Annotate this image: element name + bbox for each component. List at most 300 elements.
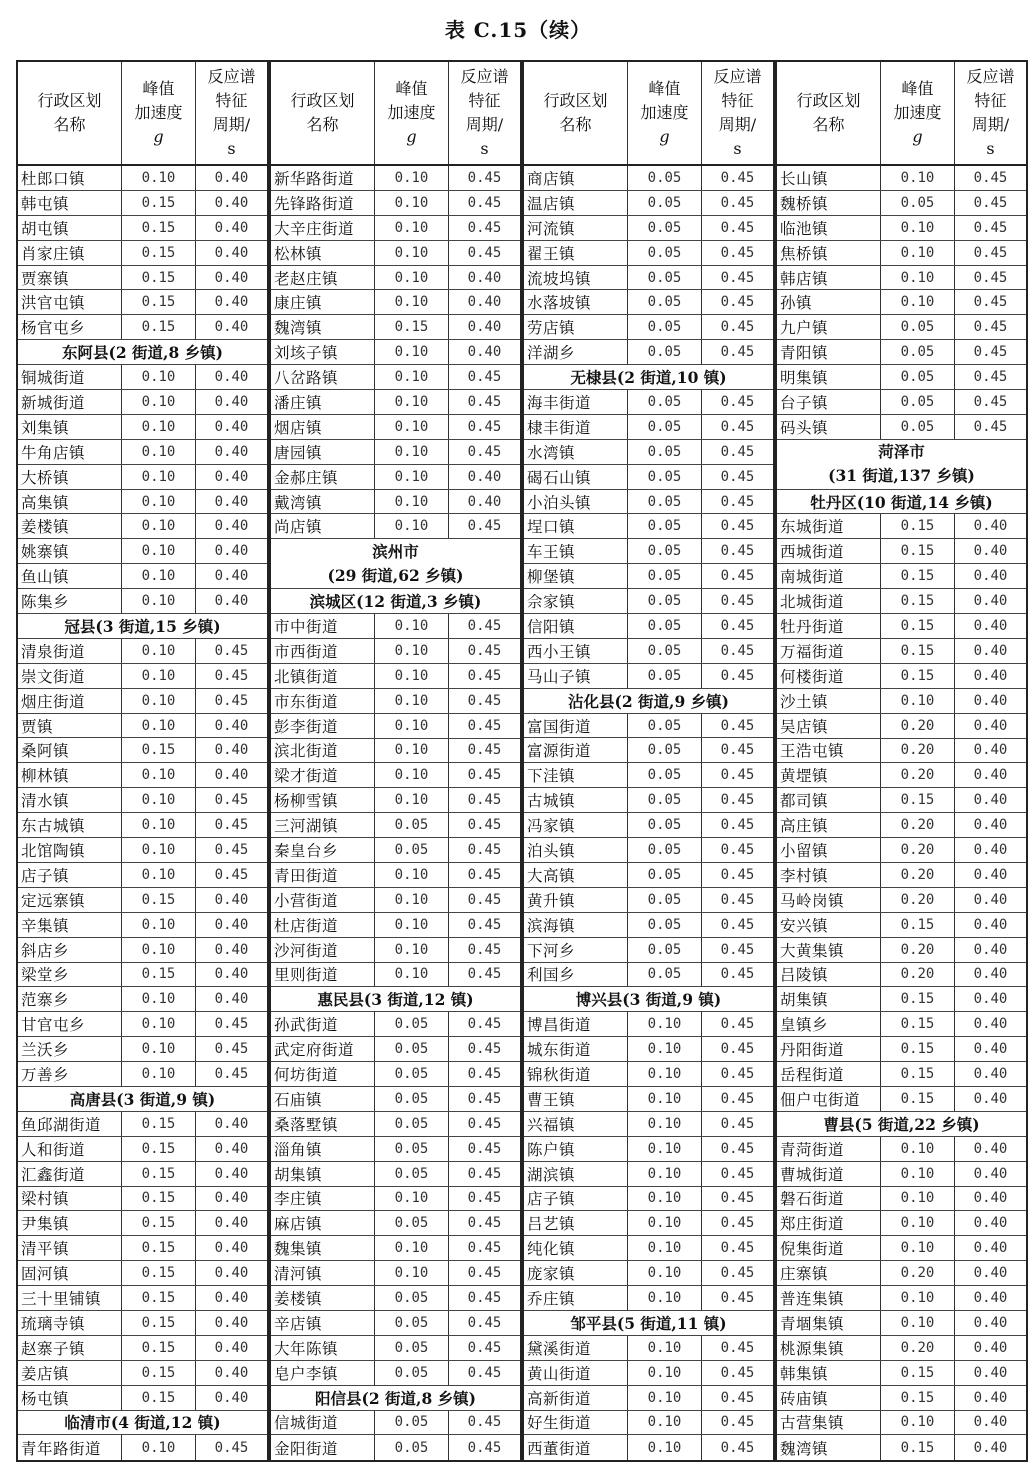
peak-acceleration: 0.20 bbox=[881, 938, 955, 962]
division-name: 大桥镇 bbox=[18, 465, 122, 489]
division-name: 岳程街道 bbox=[777, 1062, 881, 1086]
peak-acceleration: 0.05 bbox=[628, 315, 702, 339]
table-row bbox=[271, 191, 520, 216]
division-name: 庄寨镇 bbox=[777, 1261, 881, 1285]
peak-acceleration: 0.15 bbox=[122, 963, 196, 987]
division-name: 西小王镇 bbox=[524, 639, 628, 663]
characteristic-period: 0.40 bbox=[214, 941, 249, 958]
table-row bbox=[271, 290, 520, 315]
table-row bbox=[18, 1336, 267, 1361]
header-period-line: 周期/ bbox=[971, 115, 1010, 134]
table-row bbox=[524, 440, 773, 465]
header-name-line: 行政区划 bbox=[543, 91, 608, 110]
division-name: 肖家庄镇 bbox=[18, 241, 122, 265]
division-name: 姜店镇 bbox=[18, 1361, 122, 1385]
characteristic-period: 0.40 bbox=[467, 493, 502, 510]
table-row bbox=[271, 763, 520, 788]
header-accel-line: 加速度 bbox=[893, 103, 942, 122]
division-name: 斜店乡 bbox=[18, 938, 122, 962]
division-name: 三河湖镇 bbox=[271, 813, 375, 837]
division-name: 姚寨镇 bbox=[18, 539, 122, 563]
peak-acceleration: 0.15 bbox=[881, 1435, 955, 1460]
table-row bbox=[271, 888, 520, 913]
characteristic-period: 0.40 bbox=[973, 717, 1008, 734]
peak-acceleration: 0.05 bbox=[375, 1112, 449, 1136]
table-row bbox=[524, 1211, 773, 1236]
characteristic-period: 0.45 bbox=[720, 1140, 755, 1157]
header-name bbox=[18, 62, 122, 164]
table-row bbox=[777, 1261, 1026, 1286]
table-row bbox=[777, 788, 1026, 813]
table-row bbox=[524, 938, 773, 963]
division-name: 台子镇 bbox=[777, 390, 881, 414]
header-name-line: 名称 bbox=[812, 115, 845, 134]
characteristic-period: 0.40 bbox=[214, 219, 249, 236]
table-row bbox=[524, 863, 773, 888]
characteristic-period: 0.45 bbox=[467, 1414, 502, 1431]
peak-acceleration: 0.05 bbox=[628, 888, 702, 912]
table-row bbox=[271, 514, 520, 539]
peak-acceleration: 0.10 bbox=[375, 266, 449, 290]
table-row bbox=[271, 465, 520, 490]
division-name: 柳林镇 bbox=[18, 763, 122, 787]
table-row bbox=[18, 1311, 267, 1336]
peak-acceleration: 0.10 bbox=[628, 1037, 702, 1061]
table-row bbox=[777, 390, 1026, 415]
characteristic-period: 0.45 bbox=[467, 817, 502, 834]
table-row bbox=[524, 963, 773, 988]
division-name: 清水镇 bbox=[18, 788, 122, 812]
peak-acceleration: 0.15 bbox=[122, 1211, 196, 1235]
characteristic-period: 0.45 bbox=[467, 1140, 502, 1157]
characteristic-period: 0.45 bbox=[720, 642, 755, 659]
table-row bbox=[524, 216, 773, 241]
division-name: 车王镇 bbox=[524, 539, 628, 563]
division-name: 信城街道 bbox=[271, 1411, 375, 1435]
section-heading: 牡丹区(10 街道,14 乡镇) bbox=[777, 490, 1026, 515]
table-row bbox=[777, 365, 1026, 390]
characteristic-period: 0.45 bbox=[467, 767, 502, 784]
characteristic-period: 0.45 bbox=[720, 1115, 755, 1132]
peak-acceleration: 0.05 bbox=[628, 564, 702, 588]
characteristic-period: 0.45 bbox=[973, 294, 1008, 311]
characteristic-period: 0.45 bbox=[214, 866, 249, 883]
section-heading: 曹县(5 街道,22 乡镇) bbox=[777, 1112, 1026, 1137]
division-name: 清平镇 bbox=[18, 1236, 122, 1260]
table-column-3 bbox=[522, 60, 775, 1462]
table-row bbox=[271, 714, 520, 739]
header-period bbox=[702, 62, 773, 164]
peak-acceleration: 0.10 bbox=[375, 913, 449, 937]
division-name: 鱼山镇 bbox=[18, 564, 122, 588]
peak-acceleration: 0.05 bbox=[628, 813, 702, 837]
characteristic-period: 0.45 bbox=[720, 941, 755, 958]
peak-acceleration: 0.10 bbox=[375, 465, 449, 489]
header-period-line: 周期/ bbox=[465, 115, 504, 134]
characteristic-period: 0.40 bbox=[973, 1389, 1008, 1406]
division-name: 信阳镇 bbox=[524, 614, 628, 638]
division-name: 碣石山镇 bbox=[524, 465, 628, 489]
characteristic-period: 0.40 bbox=[973, 767, 1008, 784]
characteristic-period: 0.45 bbox=[720, 1165, 755, 1182]
characteristic-period: 0.45 bbox=[467, 518, 502, 535]
peak-acceleration: 0.05 bbox=[628, 763, 702, 787]
table-row bbox=[777, 913, 1026, 938]
peak-acceleration: 0.05 bbox=[375, 813, 449, 837]
division-name: 北镇街道 bbox=[271, 664, 375, 688]
peak-acceleration: 0.10 bbox=[881, 241, 955, 265]
table-row bbox=[271, 1286, 520, 1311]
header-name bbox=[777, 62, 881, 164]
characteristic-period: 0.40 bbox=[973, 891, 1008, 908]
characteristic-period: 0.45 bbox=[467, 717, 502, 734]
table-row bbox=[18, 813, 267, 838]
division-name: 淄角镇 bbox=[271, 1137, 375, 1161]
characteristic-period: 0.40 bbox=[214, 1364, 249, 1381]
characteristic-period: 0.45 bbox=[467, 169, 502, 186]
division-name: 金郝庄镇 bbox=[271, 465, 375, 489]
peak-acceleration: 0.15 bbox=[122, 290, 196, 314]
peak-acceleration: 0.15 bbox=[122, 216, 196, 240]
table-row bbox=[271, 788, 520, 813]
table-row bbox=[271, 1336, 520, 1361]
division-name: 郑庄街道 bbox=[777, 1211, 881, 1235]
division-name: 吴店镇 bbox=[777, 714, 881, 738]
division-name: 韩店镇 bbox=[777, 266, 881, 290]
characteristic-period: 0.40 bbox=[214, 1314, 249, 1331]
header-period-line: 反应谱 bbox=[207, 67, 256, 86]
characteristic-period: 0.40 bbox=[214, 1115, 249, 1132]
table-row bbox=[271, 1411, 520, 1436]
table-row bbox=[524, 1435, 773, 1460]
characteristic-period: 0.40 bbox=[973, 642, 1008, 659]
section-heading: 滨城区(12 街道,3 乡镇) bbox=[271, 589, 520, 614]
table-row bbox=[777, 888, 1026, 913]
division-name: 新城街道 bbox=[18, 390, 122, 414]
section-heading: 冠县(3 街道,15 乡镇) bbox=[18, 614, 267, 639]
header-period-line: s bbox=[480, 139, 489, 158]
peak-acceleration: 0.05 bbox=[628, 514, 702, 538]
table-row bbox=[524, 514, 773, 539]
characteristic-period: 0.45 bbox=[467, 866, 502, 883]
table-row bbox=[777, 1311, 1026, 1336]
division-name: 湖滨镇 bbox=[524, 1162, 628, 1186]
characteristic-period: 0.40 bbox=[214, 369, 249, 386]
peak-acceleration: 0.10 bbox=[375, 664, 449, 688]
division-name: 水湾镇 bbox=[524, 440, 628, 464]
peak-acceleration: 0.15 bbox=[122, 888, 196, 912]
peak-acceleration: 0.10 bbox=[122, 813, 196, 837]
characteristic-period: 0.45 bbox=[467, 642, 502, 659]
characteristic-period: 0.45 bbox=[467, 1439, 502, 1456]
characteristic-period: 0.45 bbox=[720, 219, 755, 236]
division-name: 陈户镇 bbox=[524, 1137, 628, 1161]
characteristic-period: 0.40 bbox=[973, 568, 1008, 585]
peak-acceleration: 0.15 bbox=[122, 1361, 196, 1385]
header-accel bbox=[628, 62, 702, 164]
header-period-line: 反应谱 bbox=[713, 67, 762, 86]
division-name: 焦桥镇 bbox=[777, 241, 881, 265]
characteristic-period: 0.40 bbox=[214, 742, 249, 759]
characteristic-period: 0.45 bbox=[720, 568, 755, 585]
peak-acceleration: 0.10 bbox=[122, 714, 196, 738]
column-header bbox=[524, 62, 773, 166]
division-name: 杜郎口镇 bbox=[18, 166, 122, 190]
peak-acceleration: 0.05 bbox=[628, 614, 702, 638]
table-row bbox=[777, 963, 1026, 988]
division-name: 下洼镇 bbox=[524, 763, 628, 787]
table-row bbox=[18, 1386, 267, 1411]
peak-acceleration: 0.10 bbox=[122, 1012, 196, 1036]
table-row bbox=[777, 1435, 1026, 1460]
characteristic-period: 0.40 bbox=[214, 1240, 249, 1257]
division-name: 黄升镇 bbox=[524, 888, 628, 912]
peak-acceleration: 0.05 bbox=[628, 863, 702, 887]
division-name: 胡屯镇 bbox=[18, 216, 122, 240]
table-row bbox=[777, 1286, 1026, 1311]
division-name: 定远寨镇 bbox=[18, 888, 122, 912]
characteristic-period: 0.40 bbox=[467, 319, 502, 336]
table-row bbox=[271, 838, 520, 863]
division-name: 市中街道 bbox=[271, 614, 375, 638]
peak-acceleration: 0.20 bbox=[881, 813, 955, 837]
characteristic-period: 0.45 bbox=[467, 617, 502, 634]
characteristic-period: 0.40 bbox=[214, 991, 249, 1008]
division-name: 佃户屯街道 bbox=[777, 1087, 881, 1111]
division-name: 黄山街道 bbox=[524, 1361, 628, 1385]
characteristic-period: 0.40 bbox=[973, 1314, 1008, 1331]
characteristic-period: 0.40 bbox=[214, 169, 249, 186]
characteristic-period: 0.45 bbox=[720, 1389, 755, 1406]
column-header bbox=[777, 62, 1026, 166]
peak-acceleration: 0.05 bbox=[628, 589, 702, 613]
peak-acceleration: 0.20 bbox=[881, 714, 955, 738]
peak-acceleration: 0.20 bbox=[881, 888, 955, 912]
division-name: 温店镇 bbox=[524, 191, 628, 215]
peak-acceleration: 0.15 bbox=[881, 639, 955, 663]
table-row bbox=[18, 664, 267, 689]
table-row bbox=[777, 614, 1026, 639]
division-name: 先锋路街道 bbox=[271, 191, 375, 215]
division-name: 梁村镇 bbox=[18, 1187, 122, 1211]
division-name: 纯化镇 bbox=[524, 1236, 628, 1260]
table-row bbox=[271, 315, 520, 340]
division-name: 滨北街道 bbox=[271, 739, 375, 763]
table-row bbox=[524, 340, 773, 365]
table-row bbox=[777, 216, 1026, 241]
header-period-line: 反应谱 bbox=[460, 67, 509, 86]
table-row bbox=[18, 390, 267, 415]
division-name: 古营集镇 bbox=[777, 1411, 881, 1435]
division-name: 青堌集镇 bbox=[777, 1311, 881, 1335]
characteristic-period: 0.45 bbox=[214, 841, 249, 858]
characteristic-period: 0.40 bbox=[214, 767, 249, 784]
header-period-line: s bbox=[733, 139, 742, 158]
division-name: 青田街道 bbox=[271, 863, 375, 887]
division-name: 琉璃寺镇 bbox=[18, 1311, 122, 1335]
table-row bbox=[524, 1137, 773, 1162]
division-name: 明集镇 bbox=[777, 365, 881, 389]
division-name: 赵寨子镇 bbox=[18, 1336, 122, 1360]
peak-acceleration: 0.15 bbox=[881, 1361, 955, 1385]
table-row bbox=[271, 166, 520, 191]
characteristic-period: 0.45 bbox=[720, 1041, 755, 1058]
section-heading: 博兴县(3 街道,9 镇) bbox=[524, 987, 773, 1012]
header-accel-line: g bbox=[659, 127, 670, 146]
peak-acceleration: 0.10 bbox=[628, 1087, 702, 1111]
table-row bbox=[18, 216, 267, 241]
division-name: 人和街道 bbox=[18, 1137, 122, 1161]
peak-acceleration: 0.10 bbox=[375, 166, 449, 190]
division-name: 崇文街道 bbox=[18, 664, 122, 688]
characteristic-period: 0.40 bbox=[973, 1439, 1008, 1456]
division-name: 桑阿镇 bbox=[18, 738, 122, 762]
division-name: 高新街道 bbox=[524, 1386, 628, 1410]
peak-acceleration: 0.10 bbox=[881, 689, 955, 713]
peak-acceleration: 0.05 bbox=[375, 1012, 449, 1036]
characteristic-period: 0.45 bbox=[467, 194, 502, 211]
characteristic-period: 0.45 bbox=[467, 1290, 502, 1307]
table-row bbox=[18, 1112, 267, 1137]
division-name: 磐石街道 bbox=[777, 1187, 881, 1211]
peak-acceleration: 0.15 bbox=[122, 1386, 196, 1410]
peak-acceleration: 0.10 bbox=[881, 166, 955, 190]
division-name: 李庄镇 bbox=[271, 1187, 375, 1211]
division-name: 马岭岗镇 bbox=[777, 888, 881, 912]
characteristic-period: 0.40 bbox=[973, 518, 1008, 535]
characteristic-period: 0.40 bbox=[214, 916, 249, 933]
table-row bbox=[777, 415, 1026, 440]
division-name: 洪官屯镇 bbox=[18, 290, 122, 314]
peak-acceleration: 0.10 bbox=[375, 888, 449, 912]
section-heading: 高唐县(3 街道,9 镇) bbox=[18, 1087, 267, 1112]
peak-acceleration: 0.10 bbox=[375, 614, 449, 638]
characteristic-period: 0.40 bbox=[973, 792, 1008, 809]
division-name: 沙土镇 bbox=[777, 689, 881, 713]
characteristic-period: 0.40 bbox=[467, 294, 502, 311]
peak-acceleration: 0.05 bbox=[628, 639, 702, 663]
peak-acceleration: 0.05 bbox=[375, 1286, 449, 1310]
city-heading bbox=[271, 539, 520, 589]
characteristic-period: 0.45 bbox=[467, 842, 502, 858]
peak-acceleration: 0.10 bbox=[122, 1062, 196, 1086]
characteristic-period: 0.40 bbox=[973, 1364, 1008, 1381]
city-name: 滨州市 bbox=[372, 541, 419, 561]
characteristic-period: 0.45 bbox=[720, 767, 755, 784]
table-row bbox=[524, 1261, 773, 1286]
division-name: 孙武街道 bbox=[271, 1012, 375, 1036]
division-name: 水落坡镇 bbox=[524, 290, 628, 314]
characteristic-period: 0.40 bbox=[973, 842, 1008, 858]
header-period-line: 周期/ bbox=[718, 115, 757, 134]
table-row bbox=[271, 689, 520, 714]
table-column-2 bbox=[269, 60, 522, 1462]
peak-acceleration: 0.10 bbox=[375, 290, 449, 314]
header-period bbox=[449, 62, 520, 164]
table-row bbox=[271, 1112, 520, 1137]
division-name: 刘集镇 bbox=[18, 415, 122, 439]
table-row bbox=[18, 913, 267, 938]
peak-acceleration: 0.10 bbox=[628, 1137, 702, 1161]
table-row bbox=[777, 838, 1026, 863]
header-period bbox=[955, 62, 1026, 164]
characteristic-period: 0.45 bbox=[720, 667, 755, 684]
characteristic-period: 0.40 bbox=[214, 1190, 249, 1207]
table-row bbox=[271, 1162, 520, 1187]
peak-acceleration: 0.10 bbox=[375, 963, 449, 987]
characteristic-period: 0.45 bbox=[467, 1215, 502, 1232]
characteristic-period: 0.40 bbox=[973, 1066, 1008, 1083]
peak-acceleration: 0.05 bbox=[628, 340, 702, 364]
peak-acceleration: 0.15 bbox=[122, 1137, 196, 1161]
table-row bbox=[18, 838, 267, 863]
division-name: 流坡坞镇 bbox=[524, 266, 628, 290]
peak-acceleration: 0.05 bbox=[628, 390, 702, 414]
peak-acceleration: 0.05 bbox=[628, 664, 702, 688]
characteristic-period: 0.45 bbox=[973, 344, 1008, 361]
division-name: 大辛庄街道 bbox=[271, 216, 375, 240]
peak-acceleration: 0.10 bbox=[628, 1162, 702, 1186]
table-row bbox=[271, 440, 520, 465]
division-name: 砖庙镇 bbox=[777, 1386, 881, 1410]
peak-acceleration: 0.10 bbox=[628, 1286, 702, 1310]
table-row bbox=[271, 1361, 520, 1386]
table-row bbox=[271, 913, 520, 938]
division-name: 东古城镇 bbox=[18, 813, 122, 837]
division-name: 吕陵镇 bbox=[777, 963, 881, 987]
characteristic-period: 0.45 bbox=[467, 369, 502, 386]
peak-acceleration: 0.20 bbox=[881, 863, 955, 887]
table-row bbox=[524, 788, 773, 813]
peak-acceleration: 0.05 bbox=[628, 938, 702, 962]
table-row bbox=[777, 1037, 1026, 1062]
characteristic-period: 0.45 bbox=[973, 393, 1008, 410]
table-row bbox=[18, 290, 267, 315]
division-name: 万福街道 bbox=[777, 639, 881, 663]
peak-acceleration: 0.05 bbox=[375, 1137, 449, 1161]
division-name: 里则街道 bbox=[271, 963, 375, 987]
division-name: 小泊头镇 bbox=[524, 490, 628, 514]
peak-acceleration: 0.10 bbox=[375, 763, 449, 787]
peak-acceleration: 0.10 bbox=[375, 1261, 449, 1285]
peak-acceleration: 0.15 bbox=[122, 1261, 196, 1285]
characteristic-period: 0.45 bbox=[973, 219, 1008, 236]
header-accel-line: 加速度 bbox=[640, 103, 689, 122]
peak-acceleration: 0.15 bbox=[122, 191, 196, 215]
header-period-line: 特征 bbox=[974, 91, 1007, 110]
table-row bbox=[18, 738, 267, 763]
table-row bbox=[524, 1037, 773, 1062]
table-row bbox=[524, 191, 773, 216]
characteristic-period: 0.45 bbox=[467, 742, 502, 759]
division-name: 金阳街道 bbox=[271, 1435, 375, 1460]
peak-acceleration: 0.10 bbox=[628, 1411, 702, 1435]
characteristic-period: 0.40 bbox=[214, 1215, 249, 1232]
table-row bbox=[271, 266, 520, 291]
peak-acceleration: 0.10 bbox=[375, 863, 449, 887]
peak-acceleration: 0.15 bbox=[375, 315, 449, 339]
division-name: 店子镇 bbox=[524, 1187, 628, 1211]
peak-acceleration: 0.10 bbox=[375, 689, 449, 713]
table-row bbox=[271, 963, 520, 988]
peak-acceleration: 0.15 bbox=[881, 1037, 955, 1061]
table-row bbox=[524, 1236, 773, 1261]
peak-acceleration: 0.10 bbox=[628, 1211, 702, 1235]
header-accel-line: 峰值 bbox=[901, 79, 934, 98]
characteristic-period: 0.40 bbox=[214, 194, 249, 211]
peak-acceleration: 0.10 bbox=[628, 1361, 702, 1385]
header-accel-line: 峰值 bbox=[395, 79, 428, 98]
